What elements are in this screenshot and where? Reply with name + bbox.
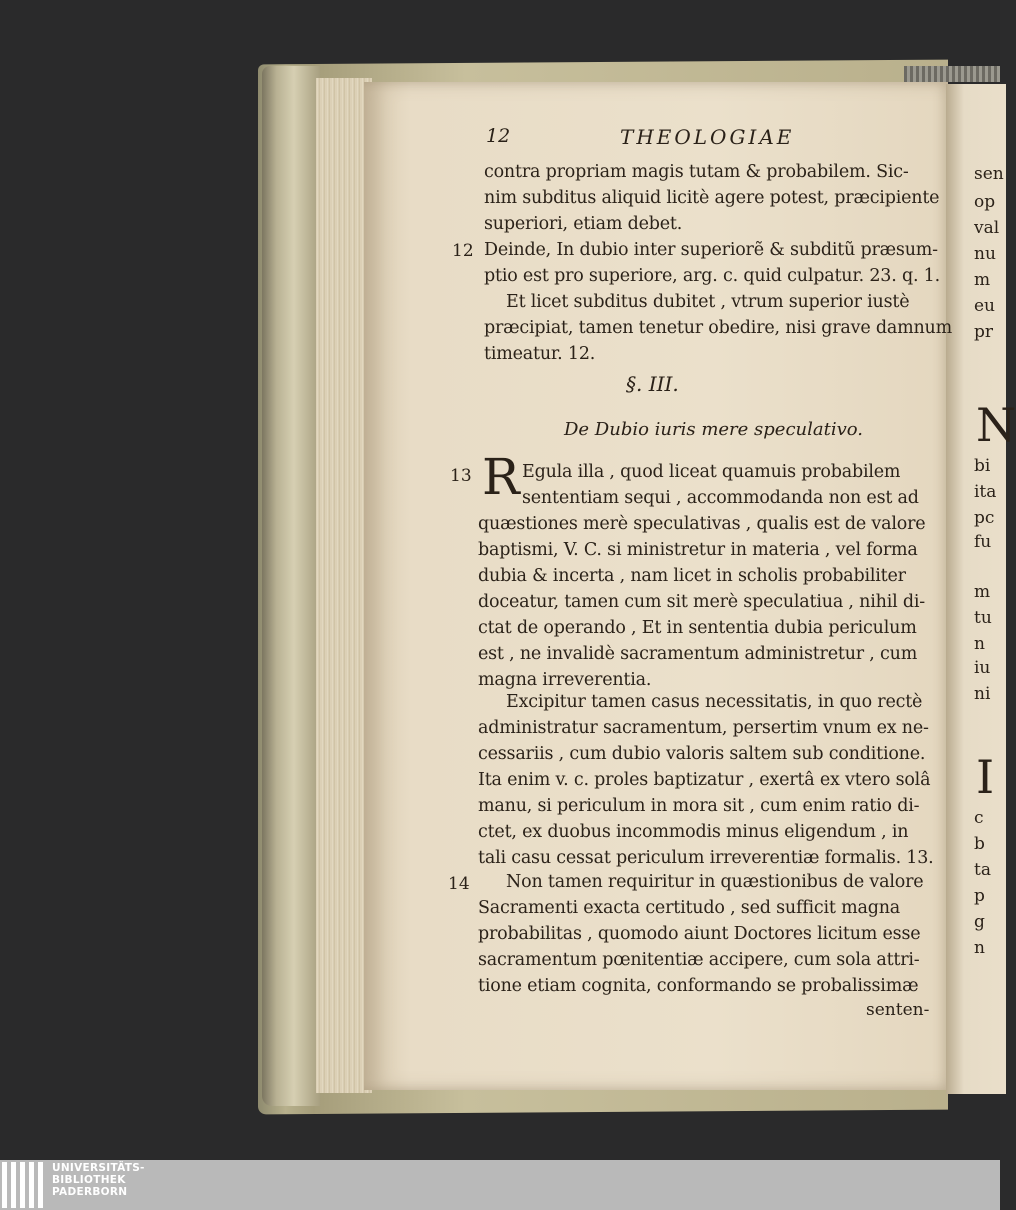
next-page-fragment: I	[976, 750, 995, 804]
next-page-fragment: iu	[974, 658, 991, 678]
next-page-fragment: ta	[974, 860, 991, 880]
text-line: probabilitas , quomodo aiunt Doctores licitum esse	[478, 924, 921, 944]
next-page-fragment: fu	[974, 532, 992, 552]
drop-cap: R	[482, 448, 520, 506]
text-line: sententiam sequi , accommodanda non est ad	[522, 488, 919, 508]
page-number: 12	[486, 125, 511, 147]
text-line: Deinde, In dubio inter superiorẽ & subditũ præsum-	[484, 240, 938, 260]
text-line: quæstiones merè speculativas , qualis est de valore	[478, 514, 926, 534]
text-line: Et licet subditus dubitet , vtrum superior iustè	[506, 292, 910, 312]
text-line: ctat de operando , Et in sententia dubia periculum	[478, 618, 917, 638]
text-line: Ita enim v. c. proles baptizatur , exertâ ex vtero solâ	[478, 770, 931, 790]
book-spine-edge	[262, 66, 320, 1106]
next-page-fragment: val	[974, 218, 1000, 238]
next-page-fragment: c	[974, 808, 984, 828]
text-line: magna irreverentia.	[478, 670, 652, 690]
text-line: Sacramenti exacta certitudo , sed sufficit magna	[478, 898, 901, 918]
next-page-fragment: op	[974, 192, 996, 212]
text-line: tione etiam cognita, conformando se probalissimæ	[478, 976, 919, 996]
next-page-fragment: sen	[974, 164, 1004, 184]
next-page-fragment: pc	[974, 508, 995, 528]
next-page-fragment: ni	[974, 684, 991, 704]
library-name-line-2: BIBLIOTHEK	[52, 1174, 126, 1186]
next-page-fragment: eu	[974, 296, 996, 316]
margin-number: 13	[450, 466, 472, 486]
next-page-fragment: m	[974, 582, 991, 602]
text-line: tali casu cessat periculum irreverentiæ formalis. 13.	[478, 848, 934, 868]
text-line: ptio est pro superiore, arg. c. quid culpatur. 23. q. 1.	[484, 266, 940, 286]
text-line: Non tamen requiritur in quæstionibus de valore	[506, 872, 924, 892]
running-title: THEOLOGIAE	[620, 125, 795, 149]
text-line: superiori, etiam debet.	[484, 214, 683, 234]
text-line: administratur sacramentum, persertim vnum ex ne-	[478, 718, 929, 738]
text-line: ctet, ex duobus incommodis minus eligendum , in	[478, 822, 909, 842]
margin-number: 12	[452, 241, 474, 261]
text-line: contra propriam magis tutam & probabilem. Sic-	[484, 162, 909, 182]
text-line: doceatur, tamen cum sit merè speculatiua , nihil di-	[478, 592, 925, 612]
next-page-fragment: ita	[974, 482, 997, 502]
text-line: Egula illa , quod liceat quamuis probabilem	[522, 462, 901, 482]
text-line: cessariis , cum dubio valoris saltem sub conditione.	[478, 744, 926, 764]
next-page-fragment: tu	[974, 608, 992, 628]
text-line: sacramentum pœnitentiæ accipere, cum sola attri-	[478, 950, 920, 970]
library-name-line-1: UNIVERSITÄTS-	[52, 1162, 145, 1174]
binding-thread	[904, 66, 1000, 82]
next-page-fragment: bi	[974, 456, 991, 476]
next-page-fragment: g	[974, 912, 985, 932]
text-line: manu, si periculum in mora sit , cum enim ratio di-	[478, 796, 920, 816]
next-page-fragment: n	[974, 938, 985, 958]
library-footer	[0, 1160, 1000, 1210]
catchword: senten-	[866, 1000, 930, 1020]
section-mark: §. III.	[626, 372, 679, 396]
text-line: timeatur. 12.	[484, 344, 596, 364]
section-title: De Dubio iuris mere speculativo.	[564, 419, 864, 440]
library-logo-icon	[2, 1162, 44, 1208]
next-page-fragment: b	[974, 834, 985, 854]
text-line: præcipiat, tamen tenetur obedire, nisi grave damnum	[484, 318, 953, 338]
next-page-fragment: m	[974, 270, 991, 290]
next-page-fragment: nu	[974, 244, 996, 264]
margin-number: 14	[448, 874, 470, 894]
next-page-fragment: n	[974, 634, 985, 654]
text-line: dubia & incerta , nam licet in scholis probabiliter	[478, 566, 906, 586]
next-page-fragment: p	[974, 886, 985, 906]
text-line: Excipitur tamen casus necessitatis, in quo rectè	[506, 692, 923, 712]
next-page-fragment: pr	[974, 322, 994, 342]
next-page-fragment: N	[976, 398, 1016, 452]
text-line: baptismi, V. C. si ministretur in materia , vel forma	[478, 540, 918, 560]
text-line: est , ne invalidè sacramentum administretur , cum	[478, 644, 918, 664]
text-line: nim subditus aliquid licitè agere potest, præcipiente	[484, 188, 940, 208]
library-name-line-3: PADERBORN	[52, 1186, 128, 1198]
